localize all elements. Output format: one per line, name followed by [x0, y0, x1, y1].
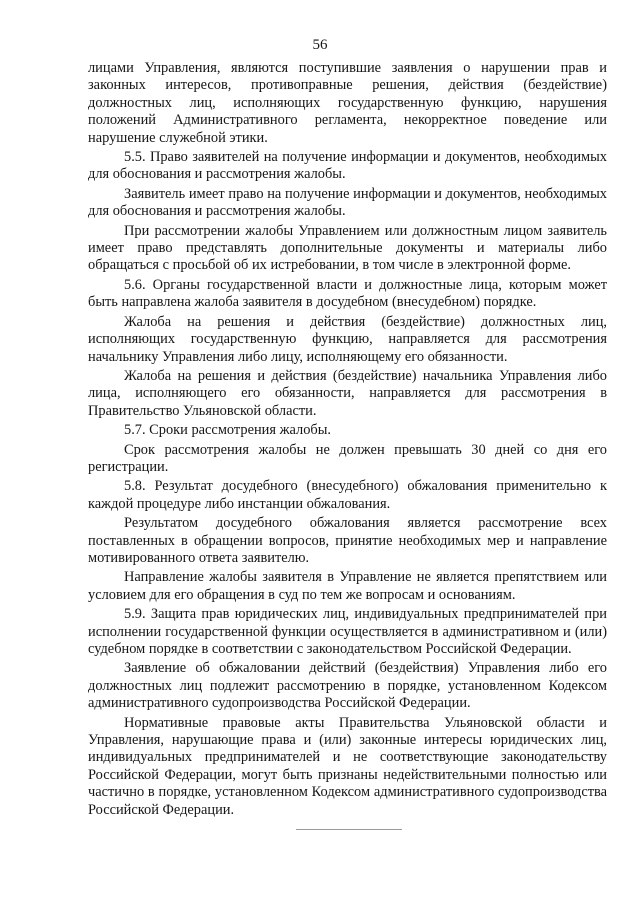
paragraph: 5.7. Сроки рассмотрения жалобы. [124, 422, 332, 439]
paragraph: лицами Управления, являются поступившие заявления о нарушении прав и законных интересов, противоправные решения, действия (бездействие) должностных лиц, исполняющих государственную функцию, нарушения положений Административного регламента, некорректное поведение или нарушение служебной этики. [88, 60, 607, 146]
page-number: 56 [312, 37, 328, 53]
document-body [88, 60, 607, 821]
paragraph: Направление жалобы заявителя в Управление не является препятствием или условием для его обращения в суд по тем же вопросам и основаниям. [88, 569, 607, 603]
paragraph: Срок рассмотрения жалобы не должен превышать 30 дней со дня его регистрации. [88, 441, 607, 475]
paragraph: Заявитель имеет право на получение информации и документов, необходимых для обоснования и рассмотрения жалобы. [88, 185, 607, 220]
paragraph: Нормативные правовые акты Правительства Ульяновской области и Управления, нарушающие права и (или) законные интересы юридических лиц, индивидуальных предпринимателей и не соответствующие законодательству Российской Федерации, могут быть признаны недействительными полностью или частично в порядке, установленном Кодексом административного судопроизводства Российской Федерации. [88, 714, 607, 818]
paragraph: 5.9. Защита прав юридических лиц, индивидуальных предпринимателей при исполнении государственной функции осуществляется в административном и (или) судебном порядке в соответствии с законодательством Российской Федерации. [88, 606, 607, 657]
paragraph: При рассмотрении жалобы Управлением или должностным лицом заявитель имеет право представлять дополнительные документы и материалы либо обращаться с просьбой об их истребовании, в том числе в электронной форме. [88, 222, 607, 274]
paragraph: Жалоба на решения и действия (бездействие) должностных лиц, исполняющих государственную функцию, направляется для рассмотрения начальнику Управления либо лицу, исполняющему его обязанности. [88, 313, 607, 365]
paragraph: Заявление об обжаловании действий (бездействия) Управления либо его должностных лиц подлежит рассмотрению в порядке, установленном Кодексом административного судопроизводства Российской Федерации. [88, 660, 607, 712]
paragraph: 5.8. Результат досудебного (внесудебного) обжалования применительно к каждой процедуре либо инстанции обжалования. [88, 478, 607, 512]
paragraph: Жалоба на решения и действия (бездействие) начальника Управления либо лица, исполняющего его обязанности, направляется для рассмотрения в Правительство Ульяновской области. [88, 367, 607, 419]
end-separator-line [296, 829, 402, 830]
paragraph: Результатом досудебного обжалования является рассмотрение всех поставленных в обращении вопросов, принятие необходимых мер и направление мотивированного ответа заявителю. [88, 515, 607, 566]
paragraph: 5.5. Право заявителей на получение информации и документов, необходимых для обоснования и рассмотрения жалобы. [88, 149, 607, 183]
paragraph: 5.6. Органы государственной власти и должностные лица, которым может быть направлена жалоба заявителя в досудебном (внесудебном) порядке. [88, 276, 607, 311]
